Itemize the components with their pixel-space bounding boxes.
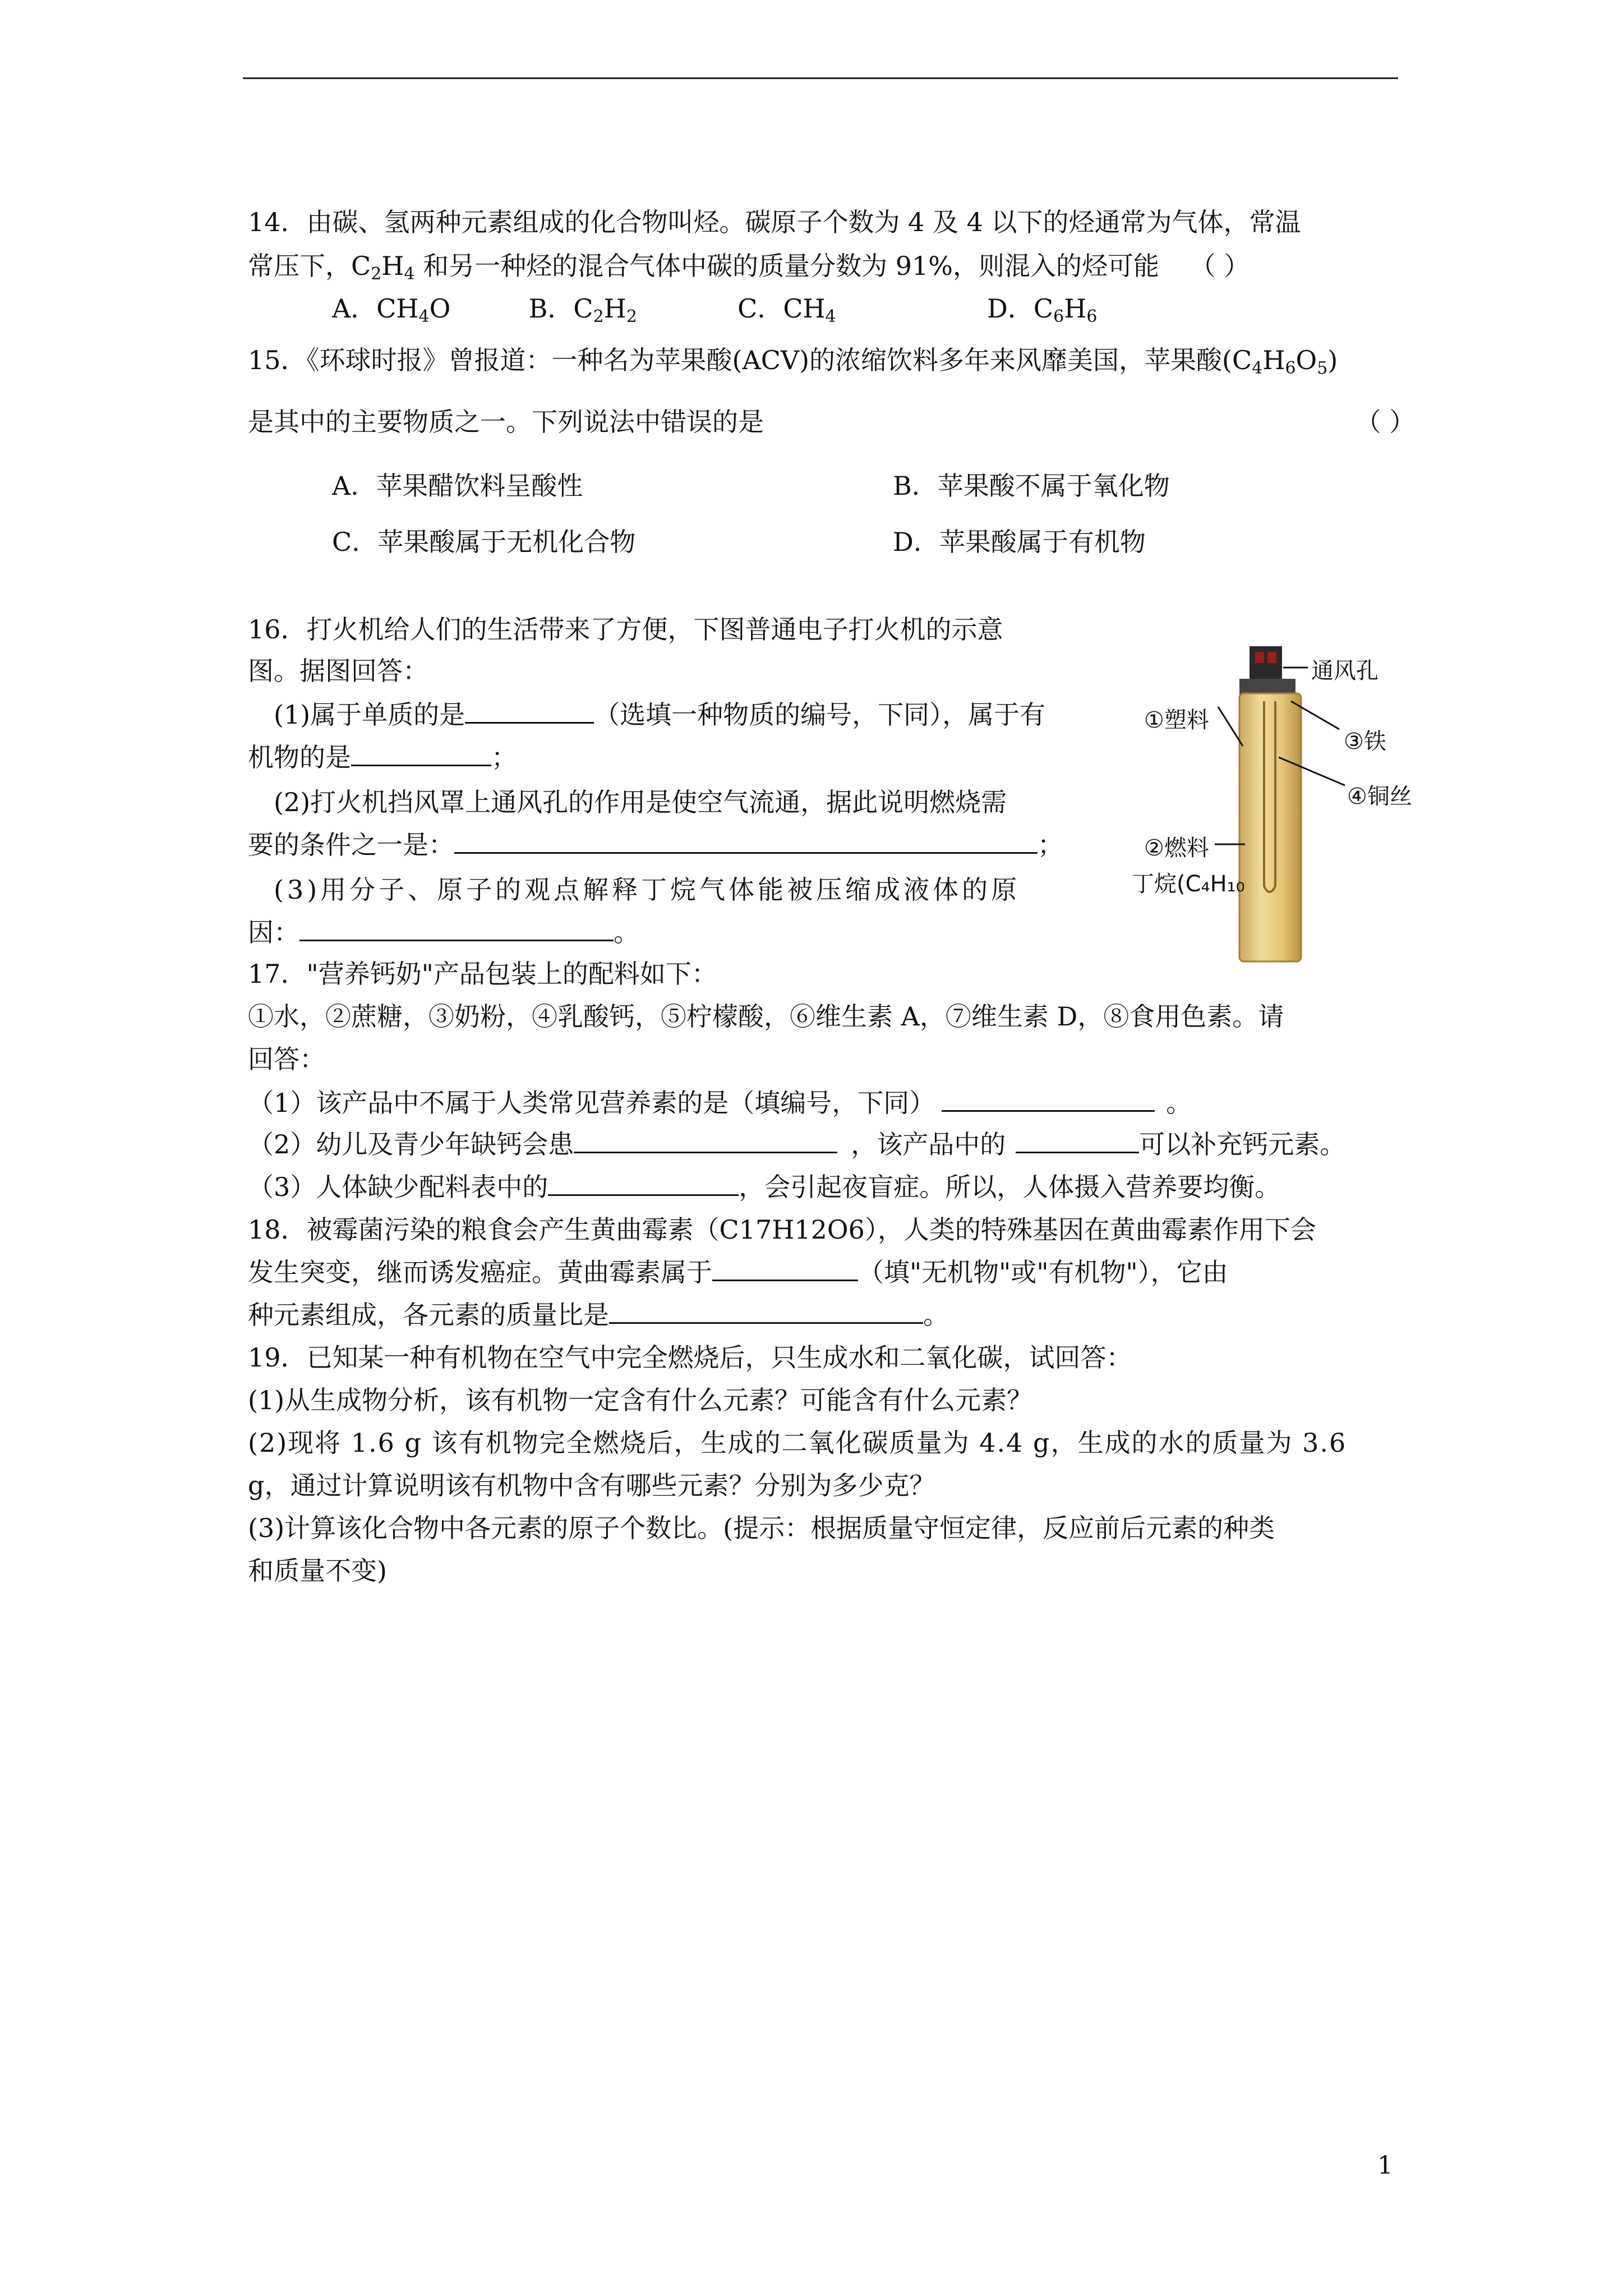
q14-option-d: D．$C_6H_6$ bbox=[987, 293, 1098, 326]
page-number: 1 bbox=[1377, 2151, 1393, 2180]
q17-blank-1[interactable] bbox=[942, 1087, 1155, 1112]
q19-part3: (3)计算该化合物中各元素的原子个数比。(提示：根据质量守恒定律，反应前后元素的种类 bbox=[248, 1513, 1275, 1543]
label-butane: 丁烷(C₄H₁₀ bbox=[1132, 871, 1245, 897]
q18-blank-2[interactable] bbox=[609, 1299, 923, 1324]
q17-part1: （1）该产品中不属于人类常见营养素的是（填编号，下同） 。 bbox=[248, 1088, 1192, 1118]
q14-answer-paren: （ ） bbox=[1189, 251, 1250, 281]
q16-part2: (2)打火机挡风罩上通风孔的作用是使空气流通，据此说明燃烧需 bbox=[274, 787, 1007, 817]
q15-answer-paren: （ ） bbox=[1355, 407, 1415, 437]
label-copper: ④铜丝 bbox=[1347, 784, 1412, 809]
q17-part3: （3）人体缺少配料表中的 ，会引起夜盲症。所以，人体摄入营养要均衡。 bbox=[248, 1172, 1281, 1202]
q18-line1: 18．被霉菌污染的粮食会产生黄曲霉素（C17H12O6），人类的特殊基因在黄曲霉素作用下会 bbox=[248, 1214, 1316, 1245]
lighter-figure bbox=[1132, 639, 1436, 965]
q17-line3: 回答： bbox=[248, 1044, 325, 1074]
q14-option-a: A．$CH_4O$ bbox=[332, 293, 451, 326]
q14-line1: 14．由碳、氢两种元素组成的化合物叫烃。碳原子个数为 4 及 4 以下的烃通常为气体，常温 bbox=[248, 207, 1301, 237]
label-vent: 通风孔 bbox=[1311, 658, 1378, 684]
q16-line2: 图。据图回答： bbox=[248, 656, 428, 686]
q16-blank-2[interactable] bbox=[351, 741, 491, 766]
q15-option-a: A．苹果醋饮料呈酸性 bbox=[332, 471, 583, 501]
q16-line8: 因： 。 bbox=[248, 917, 639, 947]
q16-blank-4[interactable] bbox=[299, 916, 614, 941]
q15-option-c: C．苹果酸属于无机化合物 bbox=[332, 527, 636, 557]
label-iron: ③铁 bbox=[1344, 729, 1386, 754]
q18-line2: 发生突变，继而诱发癌症。黄曲霉素属于 （填"无机物"或"有机物"），它由 bbox=[248, 1257, 1228, 1287]
label-plastic: ①塑料 bbox=[1144, 707, 1209, 733]
q17-line2: ①水，②蔗糖，③奶粉，④乳酸钙，⑤柠檬酸，⑥维生素 A，⑦维生素 D，⑧食用色素。请 bbox=[248, 1001, 1284, 1032]
q14-option-c: C．$CH_4$ bbox=[737, 293, 836, 326]
header-rule bbox=[243, 77, 1398, 79]
q19-part1: (1)从生成物分析，该有机物一定含有什么元素？可能含有什么元素？ bbox=[248, 1385, 1033, 1415]
q17-line1: 17．"营养钙奶"产品包装上的配料如下： bbox=[248, 959, 717, 989]
q17-part2: （2）幼儿及青少年缺钙会患 ，该产品中的 可以补充钙元素。 bbox=[248, 1129, 1346, 1159]
q18-blank-1[interactable] bbox=[712, 1256, 858, 1281]
q16-blank-1[interactable] bbox=[465, 698, 594, 724]
q15-line2: 是其中的主要物质之一。下列说法中错误的是 （ ） bbox=[248, 405, 1415, 439]
q16-line6: 要的条件之一是： ； bbox=[248, 830, 1063, 860]
q17-blank-4[interactable] bbox=[548, 1171, 739, 1196]
q16-blank-3[interactable] bbox=[454, 829, 1038, 854]
q15-line1: 15．《环球时报》曾报道：一种名为苹果酸(ACV)的浓缩饮料多年来风靡美国，苹果酸$(C_4H_6O_5)$ bbox=[248, 345, 1338, 378]
q14-option-b: B．$C_2H_2$ bbox=[528, 293, 637, 326]
q14-options bbox=[332, 292, 1097, 334]
q19-line6: 和质量不变) bbox=[248, 1556, 387, 1586]
q16-part3: (3)用分子、原子的观点解释丁烷气体能被压缩成液体的原 bbox=[274, 875, 1021, 905]
q16-line1: 16．打火机给人们的生活带来了方便，下图普通电子打火机的示意 bbox=[248, 614, 1003, 645]
q17-blank-3[interactable] bbox=[1016, 1128, 1139, 1153]
q19-line4: g，通过计算说明该有机物中含有哪些元素？分别为多少克？ bbox=[248, 1470, 935, 1501]
q14-line2: 常压下，$C_2H_4$ 和另一种烃的混合气体中碳的质量分数为 91%，则混入的烃可能 （ ） bbox=[248, 249, 1249, 291]
q16-line4: 机物的是 ； bbox=[248, 742, 517, 772]
q16-part1: (1)属于单质的是 （选填一种物质的编号，下同），属于有 bbox=[274, 700, 1046, 730]
q15-option-d: D．苹果酸属于有机物 bbox=[893, 527, 1146, 557]
q19-part2: (2)现将 1.6 g 该有机物完全燃烧后，生成的二氧化碳质量为 4.4 g，生成的水的质量为 3.6 bbox=[248, 1428, 1347, 1458]
q18-line3: 种元素组成，各元素的质量比是 。 bbox=[248, 1300, 949, 1330]
label-fuel: ②燃料 bbox=[1144, 835, 1209, 861]
q15-option-b: B．苹果酸不属于氧化物 bbox=[893, 471, 1170, 501]
q19-line1: 19．已知某一种有机物在空气中完全燃烧后，只生成水和二氧化碳，试回答： bbox=[248, 1342, 1132, 1373]
q17-blank-2[interactable] bbox=[574, 1128, 837, 1153]
